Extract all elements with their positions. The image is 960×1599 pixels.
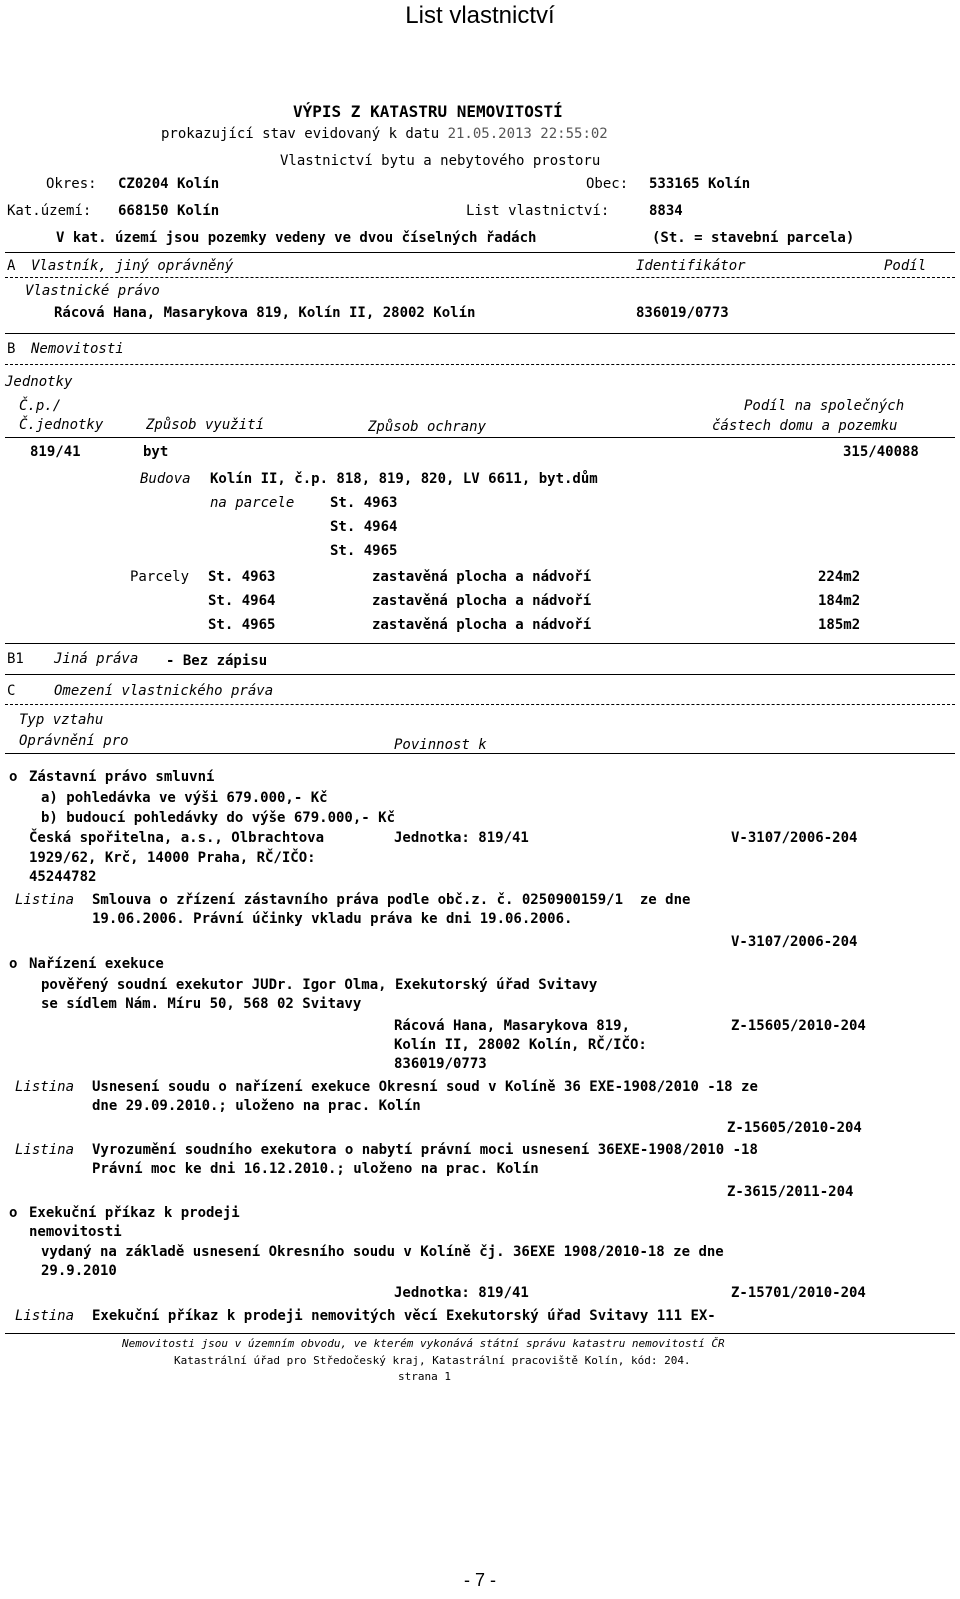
unit-share: 315/40088 bbox=[843, 444, 919, 460]
document-subtitle bbox=[161, 126, 608, 143]
owner-id: 836019/0773 bbox=[636, 305, 729, 321]
listina-reference: V-3107/2006-204 bbox=[731, 934, 858, 950]
listina-label: Listina bbox=[15, 1079, 75, 1095]
subtitle-text: prokazující stav evidovaný k datu bbox=[161, 126, 448, 142]
building-value: Kolín II, č.p. 818, 819, 820, LV 6611, byt.dům bbox=[210, 471, 598, 487]
units-label: Jednotky bbox=[5, 374, 73, 390]
footer-divider bbox=[5, 1333, 955, 1334]
entry-unit: Jednotka: 819/41 bbox=[394, 1285, 529, 1301]
col-common-share-1: Podíl na společných bbox=[744, 398, 905, 414]
lv-label: List vlastnictví: bbox=[466, 203, 610, 219]
listina-line: Právní moc ke dni 16.12.2010.; uloženo na prac. Kolín bbox=[92, 1161, 539, 1177]
parcel-id: St. 4964 bbox=[208, 593, 276, 609]
section-b1-value: - Bez zápisu bbox=[166, 653, 268, 669]
section-c-title: Omezení vlastnického práva bbox=[54, 683, 274, 699]
parcel-note-legend: (St. = stavební parcela) bbox=[652, 230, 855, 246]
parcel-area: 184m2 bbox=[818, 593, 861, 609]
unit-use: byt bbox=[143, 444, 169, 460]
bullet-icon: o bbox=[9, 1205, 18, 1221]
listina-line: Usnesení soudu o nařízení exekuce Okresní soud v Kolíně 36 EXE-1908/2010 -18 ze bbox=[92, 1079, 758, 1095]
col-relation-type: Typ vztahu bbox=[19, 712, 104, 728]
section-b1-title: Jiná práva bbox=[54, 651, 139, 667]
okres-label: Okres: bbox=[46, 176, 97, 192]
divider bbox=[5, 704, 955, 705]
bullet-icon: o bbox=[9, 769, 18, 785]
col-unit-2: Č.jednotky bbox=[19, 417, 104, 433]
parcel-type: zastavěná plocha a nádvoří bbox=[372, 569, 592, 585]
listina-label: Listina bbox=[15, 892, 75, 908]
on-parcel-item: St. 4965 bbox=[330, 543, 398, 559]
col-share: Podíl bbox=[884, 258, 927, 274]
ownership-type: Vlastnictví bytu a nebytového prostoru bbox=[280, 153, 601, 169]
entry-reference: Z-15701/2010-204 bbox=[731, 1285, 866, 1301]
section-a-letter: A bbox=[7, 258, 16, 274]
divider bbox=[5, 333, 955, 334]
divider bbox=[5, 277, 955, 278]
obec-label: Obec: bbox=[586, 176, 629, 192]
parcel-note: V kat. území jsou pozemky vedeny ve dvou číselných řadách bbox=[56, 230, 537, 246]
section-b1-letter: B1 bbox=[7, 651, 24, 667]
page-number: - 7 - bbox=[463, 1570, 496, 1590]
listina-line: dne 29.09.2010.; uloženo na prac. Kolín bbox=[92, 1098, 421, 1114]
entry-title: Zástavní právo smluvní bbox=[29, 769, 215, 785]
entry-unit: Jednotka: 819/41 bbox=[394, 830, 529, 846]
on-parcel-item: St. 4964 bbox=[330, 519, 398, 535]
listina-reference: Z-3615/2011-204 bbox=[727, 1184, 854, 1200]
divider bbox=[5, 364, 955, 365]
page-heading: List vlastnictví bbox=[405, 2, 555, 29]
parcel-type: zastavěná plocha a nádvoří bbox=[372, 593, 592, 609]
parcel-id: St. 4965 bbox=[208, 617, 276, 633]
section-a-title: Vlastník, jiný oprávněný bbox=[31, 258, 234, 274]
col-obligation: Povinnost k bbox=[394, 737, 487, 753]
entry-reference: V-3107/2006-204 bbox=[731, 830, 858, 846]
creditor-line: 1929/62, Krč, 14000 Praha, RČ/IČO: bbox=[29, 850, 316, 866]
col-use: Způsob využití bbox=[146, 417, 265, 433]
bullet-icon: o bbox=[9, 956, 18, 972]
creditor-line: Česká spořitelna, a.s., Olbrachtova bbox=[29, 830, 325, 846]
footer-line: Nemovitosti jsou v územním obvodu, ve kterém vykonává státní správu katastru nemovitostí ČR bbox=[122, 1337, 725, 1350]
col-common-share-2: částech domu a pozemku bbox=[712, 418, 898, 434]
divider bbox=[5, 674, 955, 675]
listina-line: Exekuční příkaz k prodeji nemovitých věcí Exekutorský úřad Svitavy 111 EX- bbox=[92, 1308, 716, 1324]
katuzemi-value: 668150 Kolín bbox=[118, 203, 220, 219]
document-title: VÝPIS Z KATASTRU NEMOVITOSTÍ bbox=[293, 102, 563, 121]
entry-line: vydaný na základě usnesení Okresního soudu v Kolíně čj. 36EXE 1908/2010-18 ze dne bbox=[41, 1244, 724, 1260]
divider bbox=[5, 753, 955, 754]
section-b-letter: B bbox=[7, 341, 16, 357]
parcel-id: St. 4963 bbox=[208, 569, 276, 585]
parcel-area: 224m2 bbox=[818, 569, 861, 585]
section-b-title: Nemovitosti bbox=[31, 341, 124, 357]
divider bbox=[5, 437, 955, 438]
unit-number: 819/41 bbox=[30, 444, 81, 460]
col-unit-1: Č.p./ bbox=[19, 398, 62, 414]
party-line: Kolín II, 28002 Kolín, RČ/IČO: bbox=[394, 1037, 647, 1053]
col-identifier: Identifikátor bbox=[636, 258, 746, 274]
entry-line: pověřený soudní exekutor JUDr. Igor Olma, Exekutorský úřad Svitavy bbox=[41, 977, 598, 993]
parcel-type: zastavěná plocha a nádvoří bbox=[372, 617, 592, 633]
creditor-line: 45244782 bbox=[29, 869, 97, 885]
footer-page: strana 1 bbox=[398, 1370, 451, 1383]
col-protection: Způsob ochrany bbox=[368, 419, 487, 435]
entry-line: b) budoucí pohledávky do výše 679.000,- Kč bbox=[41, 810, 396, 826]
owner-name: Rácová Hana, Masarykova 819, Kolín II, 28002 Kolín bbox=[54, 305, 476, 321]
parcels-label: Parcely bbox=[130, 569, 190, 585]
listina-line: 19.06.2006. Právní účinky vkladu práva ke dni 19.06.2006. bbox=[92, 911, 573, 927]
divider bbox=[5, 643, 955, 644]
on-parcel-item: St. 4963 bbox=[330, 495, 398, 511]
entry-line: 29.9.2010 bbox=[41, 1263, 117, 1279]
listina-line: Vyrozumění soudního exekutora o nabytí právní moci usnesení 36EXE-1908/2010 -18 bbox=[92, 1142, 758, 1158]
party-line: Rácová Hana, Masarykova 819, bbox=[394, 1018, 631, 1034]
parcel-area: 185m2 bbox=[818, 617, 861, 633]
katuzemi-label: Kat.území: bbox=[7, 203, 92, 219]
listina-label: Listina bbox=[15, 1142, 75, 1158]
divider bbox=[5, 252, 955, 253]
lv-value: 8834 bbox=[649, 203, 683, 219]
subtitle-date: 21.05.2013 22:55:02 bbox=[447, 126, 608, 142]
listina-line: Smlouva o zřízení zástavního práva podle obč.z. č. 0250900159/1 ze dne bbox=[92, 892, 691, 908]
obec-value: 533165 Kolín bbox=[649, 176, 751, 192]
okres-value: CZ0204 Kolín bbox=[118, 176, 220, 192]
entry-title: nemovitosti bbox=[29, 1224, 122, 1240]
listina-label: Listina bbox=[15, 1308, 75, 1324]
entry-line: se sídlem Nám. Míru 50, 568 02 Svitavy bbox=[41, 996, 362, 1012]
col-authorized: Oprávnění pro bbox=[19, 733, 129, 749]
on-parcel-label: na parcele bbox=[210, 495, 295, 511]
section-c-letter: C bbox=[7, 683, 16, 699]
building-label: Budova bbox=[140, 471, 191, 487]
entry-line: a) pohledávka ve výši 679.000,- Kč bbox=[41, 790, 328, 806]
entry-title: Nařízení exekuce bbox=[29, 956, 164, 972]
listina-reference: Z-15605/2010-204 bbox=[727, 1120, 862, 1136]
footer-line: Katastrální úřad pro Středočeský kraj, Katastrální pracoviště Kolín, kód: 204. bbox=[174, 1354, 691, 1367]
entry-reference: Z-15605/2010-204 bbox=[731, 1018, 866, 1034]
ownership-right-label: Vlastnické právo bbox=[25, 283, 160, 299]
party-line: 836019/0773 bbox=[394, 1056, 487, 1072]
entry-title: Exekuční příkaz k prodeji bbox=[29, 1205, 240, 1221]
